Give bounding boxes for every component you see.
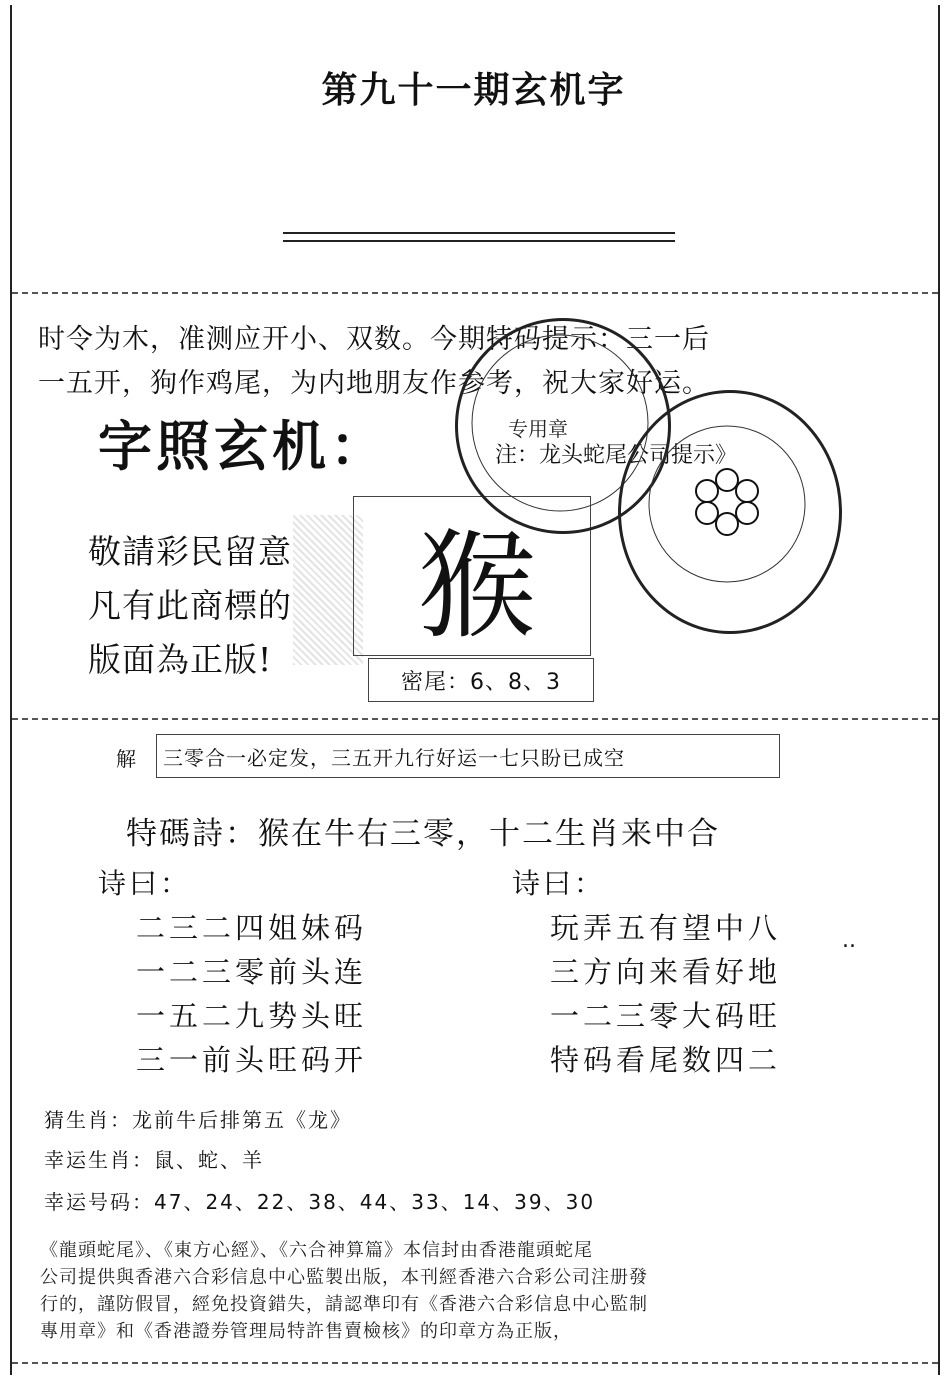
title-rule-1 — [283, 232, 675, 234]
authenticity-notice — [88, 525, 292, 687]
left-verse-2: 一二三零前头连 — [136, 955, 368, 989]
intro-line-2: 一五开，狗作鸡尾，为内地朋友作参考，祝大家好运。 — [38, 368, 710, 399]
footer-line-1: 《龍頭蛇尾》、《東方心經》、《六合神算篇》本信封由香港龍頭蛇尾 — [40, 1240, 593, 1261]
left-verse-3: 一五二九势头旺 — [136, 999, 368, 1033]
lucky-zodiac: 幸运生肖：鼠、蛇、羊 — [44, 1148, 264, 1172]
special-poem — [126, 808, 720, 853]
right-verse-3: 一二三零大码旺 — [550, 999, 782, 1033]
right-border — [938, 5, 940, 1375]
special-poem-label: 特碼詩： — [126, 816, 258, 852]
special-poem-text: 猴在牛右三零，十二生肖来中合 — [258, 816, 720, 852]
solution-label: 解 — [116, 747, 136, 771]
footer-line-3: 行的，謹防假冒，經免投資錯失，請認準印有《香港六合彩信息中心監制 — [40, 1294, 648, 1315]
seal-center-text: 专用章 — [508, 417, 568, 441]
footer-line-2: 公司提供與香港六合彩信息中心監製出版，本刊經香港六合彩公司注册發 — [40, 1267, 648, 1288]
left-border — [10, 5, 12, 1375]
notice-line-1: 敬請彩民留意 — [88, 532, 292, 571]
left-poem-heading: 诗曰： — [98, 867, 192, 900]
page-title: 第九十一期玄机字 — [321, 70, 626, 111]
trailing-dots: .. — [842, 928, 856, 953]
glyph-character: 猴 — [417, 517, 526, 655]
left-verse-1: 二三二四姐妹码 — [136, 911, 368, 945]
company-note: 注：龙头蛇尾公司提示》 — [495, 443, 738, 468]
right-poem-heading: 诗曰： — [512, 867, 606, 900]
xuanji-heading: 字照玄机： — [98, 415, 388, 478]
right-verse-4: 特码看尾数四二 — [550, 1043, 782, 1077]
solution-text: 三零合一必定发，三五开九行好运一七只盼已成空 — [156, 734, 780, 778]
left-verse-4: 三一前头旺码开 — [136, 1043, 368, 1077]
footer-line-4: 專用章》和《香港證券管理局特許售賣檢核》的印章方為正版， — [40, 1321, 572, 1342]
divider-bottom — [12, 1362, 938, 1364]
intro-line-1: 时令为木，准测应开小、双数。今期特码提示：三一后 — [38, 324, 710, 355]
right-seal-stamp — [618, 390, 842, 634]
right-verse-1: 玩弄五有望中八 — [550, 911, 782, 945]
divider-top — [12, 292, 938, 294]
notice-line-3: 版面為正版! — [88, 640, 273, 679]
tail-numbers: 密尾：6、8、3 — [368, 658, 594, 702]
notice-line-2: 凡有此商標的 — [88, 586, 292, 625]
divider-middle — [12, 718, 938, 720]
seal-emblem-icon — [618, 390, 836, 628]
lucky-numbers: 幸运号码：47、24、22、38、44、33、14、39、30 — [44, 1190, 596, 1214]
title-rule-2 — [283, 240, 675, 242]
guess-zodiac: 猜生肖：龙前牛后排第五《龙》 — [44, 1108, 352, 1132]
footer-disclaimer — [40, 1237, 916, 1345]
right-verse-2: 三方向来看好地 — [550, 955, 782, 989]
